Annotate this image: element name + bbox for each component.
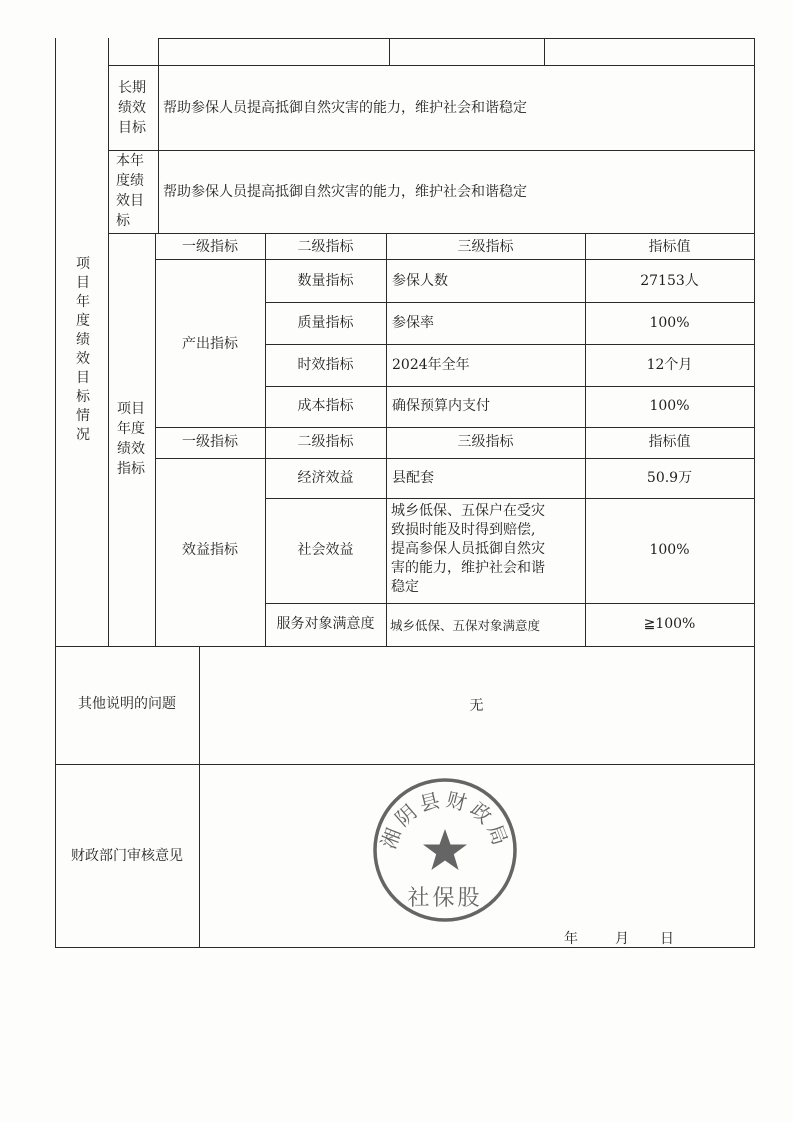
line-r3 (265, 386, 755, 387)
annual-label-4: 标 (116, 213, 130, 229)
benefit-row-2-level3-line4: 害的能力，维护社会和谐 (391, 560, 545, 576)
benefit-row-3-value: ≧100% (643, 616, 696, 632)
line-b1 (265, 498, 755, 499)
benefit-row-1-value: 50.9万 (646, 470, 693, 486)
output-level1: 产出指标 (182, 336, 238, 352)
line-r2 (265, 344, 755, 345)
border-right (754, 38, 755, 948)
long-term-label-2: 绩效 (118, 100, 146, 116)
header2-level1: 一级指标 (182, 434, 238, 450)
header2-value: 指标值 (648, 434, 691, 450)
output-row-1-level3: 参保人数 (392, 273, 448, 289)
header2-level2: 二级指标 (297, 434, 354, 450)
output-row-1-value: 27153人 (640, 273, 699, 289)
line-3 (108, 233, 755, 234)
line-1 (108, 65, 755, 66)
line-hdr2 (155, 458, 755, 459)
divider-col-b (158, 38, 159, 233)
line-b2 (265, 603, 755, 604)
indicator-label-1: 项目 (117, 401, 145, 417)
long-term-label-1: 长期 (118, 80, 146, 96)
annual-label-1: 本年 (116, 153, 144, 169)
line-hdr1 (155, 259, 755, 260)
seal-bottom-text: 社保股 (407, 885, 483, 910)
output-row-4-level3: 确保预算内支付 (392, 398, 490, 414)
output-row-3-level3: 2024年全年 (392, 357, 470, 373)
divider-col-a (108, 38, 109, 646)
line-top (158, 38, 755, 39)
header-level3: 三级指标 (457, 239, 514, 255)
output-row-2-level2: 质量指标 (297, 315, 354, 331)
output-row-4-level2: 成本指标 (297, 398, 354, 414)
divider-top-1 (389, 38, 390, 65)
benefit-row-2-level3-line3: 提高参保人员抵御自然灾 (391, 541, 545, 557)
benefit-row-1-level2: 经济效益 (297, 470, 354, 486)
other-issues-value: 无 (469, 698, 484, 714)
long-term-content: 帮助参保人员提高抵御自然灾害的能力，维护社会和谐稳定 (163, 100, 527, 116)
benefit-row-2-level3-line2: 致损时能及时得到赔偿, (391, 522, 536, 538)
benefit-row-1-level3: 县配套 (392, 470, 434, 486)
seal-star-icon (423, 829, 467, 870)
output-row-3-value: 12个月 (646, 357, 693, 373)
header2-level3: 三级指标 (457, 434, 514, 450)
section-label: 项目年度绩效目标情况 (76, 256, 90, 443)
annual-content: 帮助参保人员提高抵御自然灾害的能力，维护社会和谐稳定 (163, 184, 527, 200)
seal-top-text: 湘阴县财政局 (378, 789, 512, 853)
line-bottom (55, 947, 755, 948)
line-r1 (265, 302, 755, 303)
official-seal (370, 775, 520, 925)
benefit-row-2-level3-line5: 稳定 (391, 579, 419, 595)
border-left (55, 38, 56, 948)
line-hdr2-top (155, 427, 755, 428)
finance-review-label: 财政部门审核意见 (71, 848, 183, 864)
divider-top-2 (544, 38, 545, 65)
benefit-row-2-level2: 社会效益 (297, 542, 354, 558)
date-day: 日 (660, 931, 674, 947)
other-issues-label: 其他说明的问题 (78, 696, 176, 712)
line-2 (108, 150, 755, 151)
date-year: 年 (564, 931, 578, 947)
indicator-label-3: 绩效 (117, 441, 145, 457)
date-month: 月 (615, 931, 629, 947)
output-row-3-level2: 时效指标 (297, 357, 354, 373)
line-5 (55, 764, 755, 765)
benefit-row-2-value: 100% (649, 542, 690, 558)
line-4 (55, 646, 755, 647)
divider-bottom (199, 646, 200, 948)
benefit-row-3-level2: 服务对象满意度 (276, 616, 375, 632)
output-row-2-level3: 参保率 (392, 315, 434, 331)
header-level1: 一级指标 (182, 239, 238, 255)
annual-label-3: 效目 (116, 193, 144, 209)
benefit-level1: 效益指标 (182, 542, 238, 558)
output-row-2-value: 100% (649, 315, 690, 331)
header-level2: 二级指标 (297, 239, 354, 255)
benefit-row-3-level3: 城乡低保、五保对象满意度 (390, 618, 541, 633)
output-row-4-value: 100% (649, 398, 690, 414)
indicator-label-2: 年度 (117, 421, 145, 437)
long-term-label-3: 目标 (118, 120, 146, 136)
indicator-label-4: 指标 (117, 461, 145, 477)
annual-label-2: 度绩 (116, 173, 144, 189)
header-value: 指标值 (648, 239, 691, 255)
output-row-1-level2: 数量指标 (297, 273, 354, 289)
benefit-row-2-level3-line1: 城乡低保、五保户在受灾 (391, 503, 545, 519)
